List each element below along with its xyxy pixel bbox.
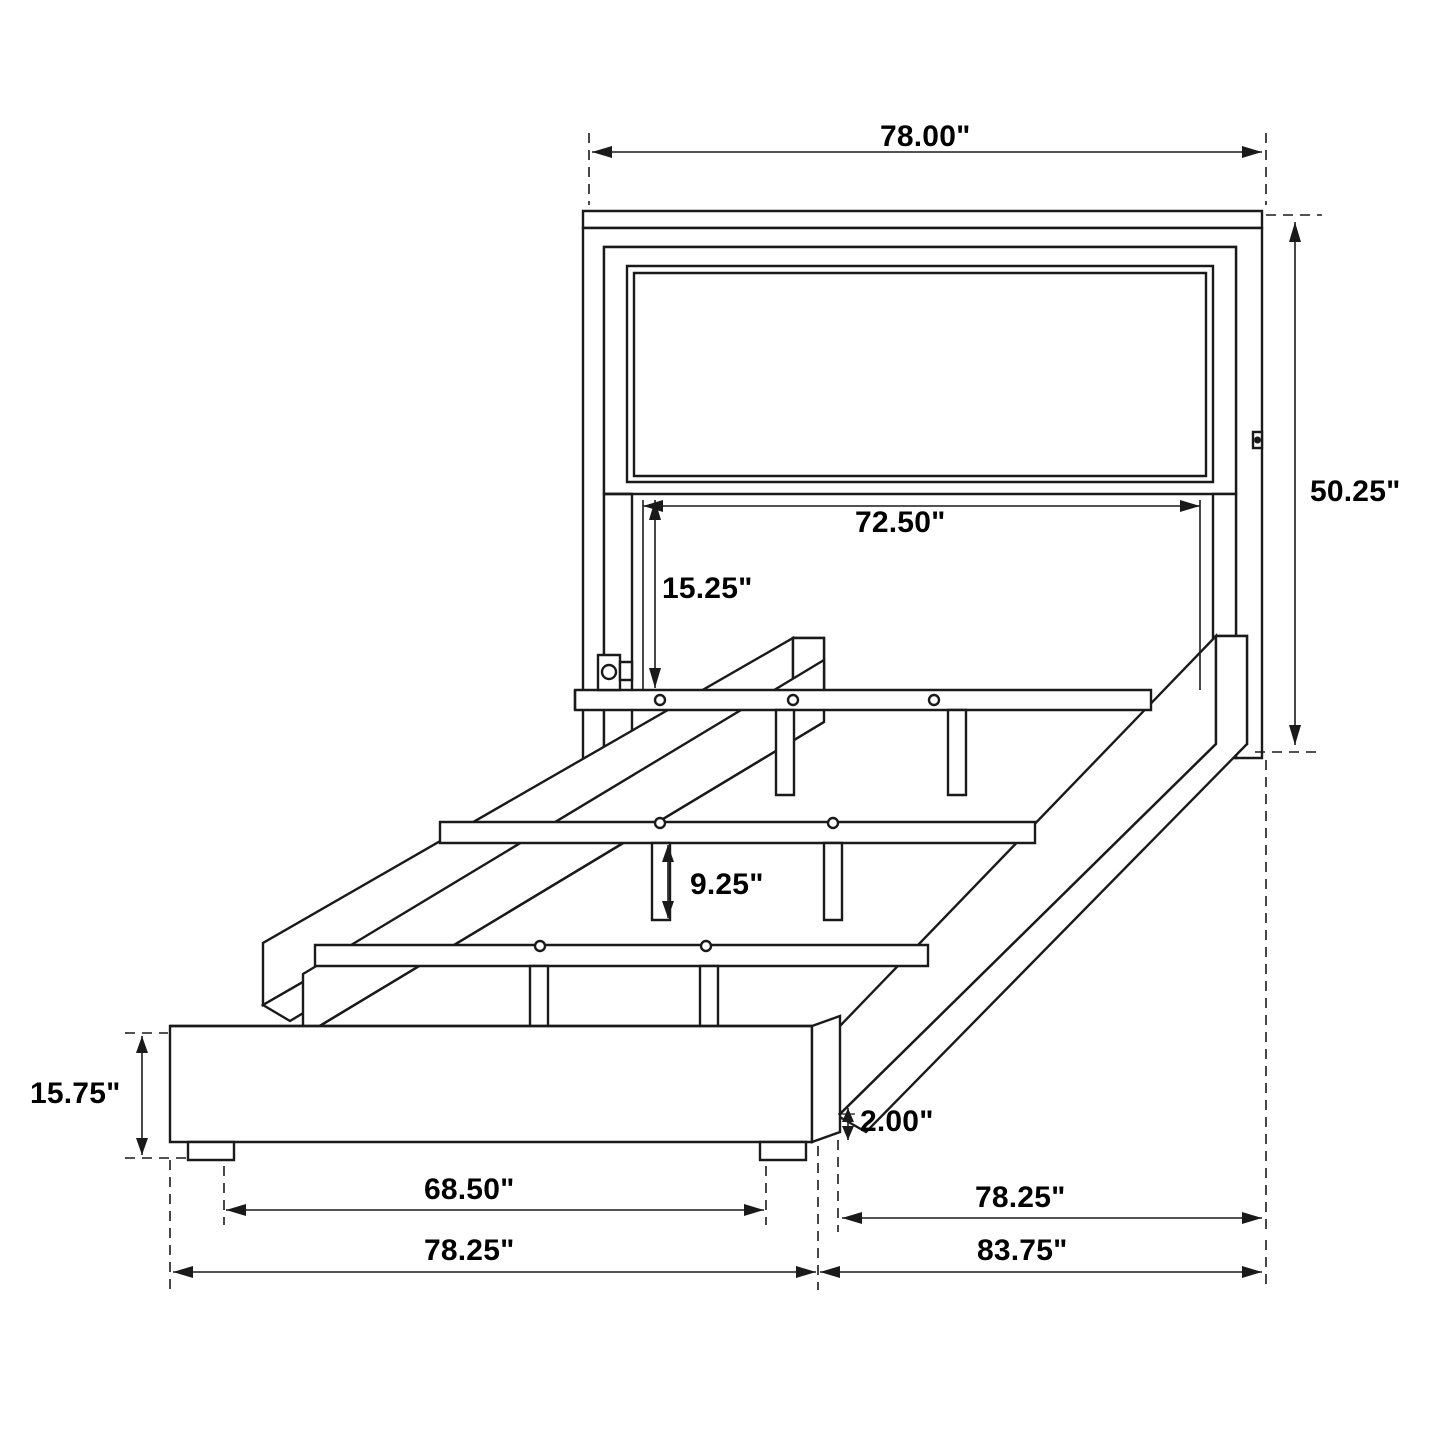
dimension-overall-depth-bottom: 83.75" <box>977 1234 1068 1267</box>
dimension-footboard-height: 15.75" <box>30 1077 121 1110</box>
dimension-depth-right: 78.25" <box>975 1181 1066 1214</box>
dimension-rail-thickness: 2.00" <box>860 1105 934 1138</box>
dimension-headboard-panel-width: 72.50" <box>855 506 946 539</box>
dimension-overall-width-bottom: 78.25" <box>424 1234 515 1267</box>
dimension-overall-width-top: 78.00" <box>880 120 971 153</box>
dimension-slat-clearance: 9.25" <box>690 868 764 901</box>
dimension-headboard-clearance: 15.25" <box>662 572 753 605</box>
dimension-footboard-inner-width: 68.50" <box>424 1173 515 1206</box>
dimension-overall-height-right: 50.25" <box>1310 475 1401 508</box>
